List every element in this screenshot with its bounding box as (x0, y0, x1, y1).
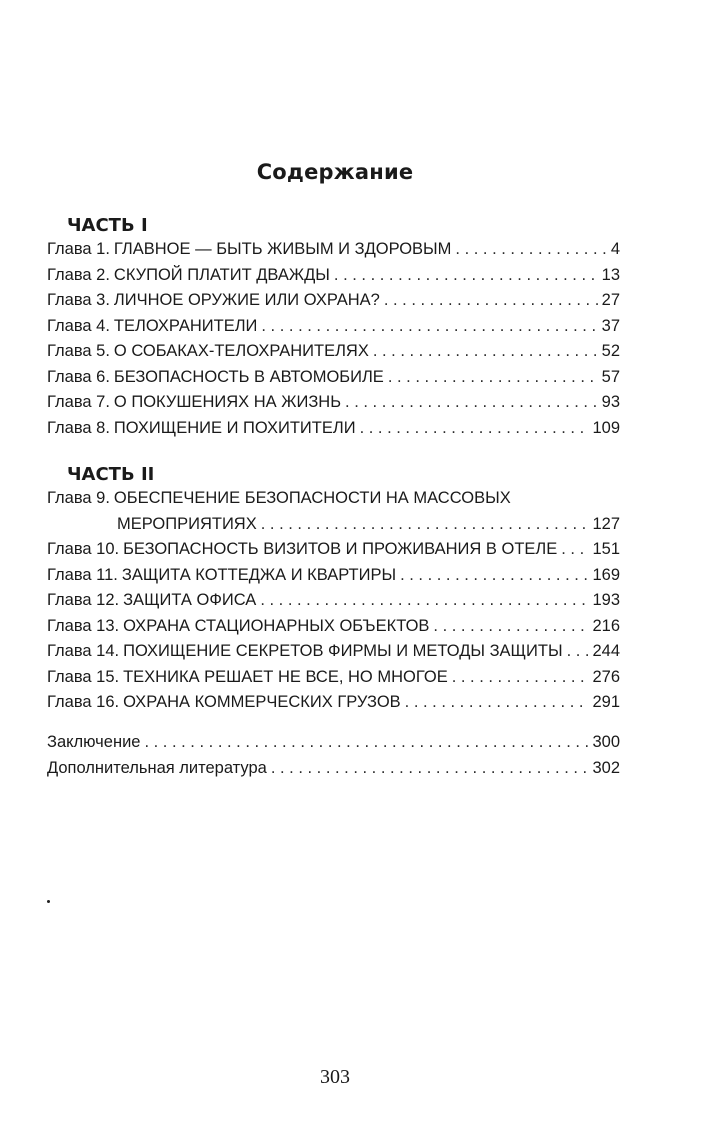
dot-leader (144, 733, 588, 752)
toc-entry-chapter-14 (47, 642, 620, 668)
toc-list-closing (47, 733, 620, 784)
chapter-prefix: Глава 10. (47, 540, 120, 558)
toc-entry-chapter-10 (47, 540, 620, 566)
chapter-page-number: 127 (592, 514, 620, 533)
chapter-prefix: Глава 2. (47, 265, 110, 284)
dot-leader (260, 591, 588, 610)
chapter-title: ТЕХНИКА РЕШАЕТ НЕ ВСЕ, НО МНОГОЕ (123, 667, 448, 686)
dot-leader (388, 368, 598, 387)
chapter-title: ГЛАВНОЕ — БЫТЬ ЖИВЫМ И ЗДОРОВЫМ (113, 240, 452, 258)
chapter-page-number: 193 (592, 591, 620, 609)
dot-leader (334, 266, 598, 285)
toc-entry-chapter-16 (47, 693, 620, 719)
toc-entry-conclusion (47, 733, 620, 759)
toc-entry-chapter-2 (47, 266, 620, 292)
section-page-number: 302 (592, 758, 620, 777)
chapter-title: ПОХИЩЕНИЕ СЕКРЕТОВ ФИРМЫ И МЕТОДЫ ЗАЩИТЫ (123, 642, 563, 660)
chapter-prefix: Глава 5. (47, 342, 110, 360)
toc-entry-chapter-1 (47, 240, 620, 266)
chapter-title: СКУПОЙ ПЛАТИТ ДВАЖДЫ (113, 265, 330, 284)
chapter-page-number: 37 (601, 316, 620, 335)
chapter-title: ОХРАНА СТАЦИОНАРНЫХ ОБЪЕКТОВ (123, 616, 430, 635)
chapter-page-number: 291 (592, 693, 620, 711)
toc-entry-chapter-12 (47, 591, 620, 617)
dot-leader (405, 693, 589, 712)
dot-leader (452, 668, 589, 687)
toc-entry-chapter-11 (47, 566, 620, 592)
chapter-page-number: 216 (592, 616, 620, 635)
toc-list-part-2 (47, 489, 620, 719)
toc-entry-chapter-5 (47, 342, 620, 368)
dot-leader (271, 759, 589, 778)
chapter-title: О СОБАКАХ-ТЕЛОХРАНИТЕЛЯХ (113, 342, 369, 360)
chapter-prefix: Глава 1. (47, 240, 110, 258)
dot-leader (433, 617, 588, 636)
chapter-title: ЗАЩИТА КОТТЕДЖА И КВАРТИРЫ (121, 565, 397, 584)
chapter-title: ТЕЛОХРАНИТЕЛИ (113, 316, 258, 335)
toc-entry-chapter-6 (47, 368, 620, 394)
section-title: Заключение (47, 733, 141, 751)
toc-entry-chapter-7 (47, 393, 620, 419)
chapter-page-number: 109 (592, 418, 620, 437)
part-heading-1: ЧАСТЬ I (67, 215, 148, 236)
toc-entry-additional-literature (47, 759, 620, 785)
section-page-number: 300 (592, 733, 620, 751)
chapter-title: ЛИЧНОЕ ОРУЖИЕ ИЛИ ОХРАНА? (113, 291, 380, 309)
dot-leader (373, 342, 598, 361)
toc-list-part-1 (47, 240, 620, 444)
toc-entry-chapter-13 (47, 617, 620, 643)
chapter-title: БЕЗОПАСНОСТЬ В АВТОМОБИЛЕ (113, 367, 384, 386)
chapter-prefix: Глава 15. (47, 667, 120, 686)
chapter-prefix: Глава 12. (47, 591, 120, 609)
page-number: 303 (320, 1066, 350, 1088)
chapter-prefix: Глава 4. (47, 316, 110, 335)
chapter-prefix: Глава 7. (47, 393, 110, 411)
part-heading-2: ЧАСТЬ II (67, 464, 155, 485)
chapter-prefix: Глава 11. (47, 565, 118, 584)
print-speck (47, 900, 50, 903)
dot-leader (455, 240, 606, 259)
chapter-prefix: Глава 13. (47, 616, 120, 635)
chapter-prefix: Глава 6. (47, 367, 110, 386)
toc-entry-chapter-4 (47, 317, 620, 343)
dot-leader (567, 642, 589, 661)
chapter-page-number: 244 (592, 642, 620, 660)
chapter-page-number: 276 (592, 667, 620, 686)
chapter-title-continuation: МЕРОПРИЯТИЯХ (117, 514, 257, 533)
toc-entry-chapter-15 (47, 668, 620, 694)
toc-entry-chapter-9-continuation (47, 515, 620, 541)
dot-leader (345, 393, 598, 412)
chapter-page-number: 52 (601, 342, 620, 360)
dot-leader (261, 515, 589, 534)
chapter-page-number: 27 (601, 291, 620, 309)
toc-heading: Содержание (256, 160, 414, 184)
toc-entry-chapter-8 (47, 419, 620, 445)
chapter-title: БЕЗОПАСНОСТЬ ВИЗИТОВ И ПРОЖИВАНИЯ В ОТЕЛЕ (123, 540, 558, 558)
section-title: Дополнительная литература (47, 758, 267, 777)
chapter-page-number: 57 (601, 367, 620, 386)
dot-leader (400, 566, 588, 585)
chapter-title: ОХРАНА КОММЕРЧЕСКИХ ГРУЗОВ (123, 693, 401, 711)
toc-entry-chapter-3 (47, 291, 620, 317)
chapter-page-number: 4 (610, 240, 620, 258)
toc-entry-chapter-9 (47, 489, 620, 515)
chapter-page-number: 151 (592, 540, 620, 558)
chapter-page-number: 169 (592, 565, 620, 584)
chapter-prefix: Глава 14. (47, 642, 120, 660)
chapter-page-number: 93 (601, 393, 620, 411)
dot-leader (261, 317, 597, 336)
chapter-page-number: 13 (601, 265, 620, 284)
chapter-title: ЗАЩИТА ОФИСА (123, 591, 257, 609)
dot-leader (360, 419, 589, 438)
chapter-title: ОБЕСПЕЧЕНИЕ БЕЗОПАСНОСТИ НА МАССОВЫХ (113, 489, 511, 507)
chapter-prefix: Глава 3. (47, 291, 110, 309)
dot-leader (384, 291, 598, 310)
dot-leader (561, 540, 588, 559)
chapter-prefix: Глава 16. (47, 693, 120, 711)
chapter-title: ПОХИЩЕНИЕ И ПОХИТИТЕЛИ (113, 418, 356, 437)
chapter-title: О ПОКУШЕНИЯХ НА ЖИЗНЬ (113, 393, 342, 411)
chapter-prefix: Глава 8. (47, 418, 110, 437)
chapter-prefix: Глава 9. (47, 489, 110, 507)
